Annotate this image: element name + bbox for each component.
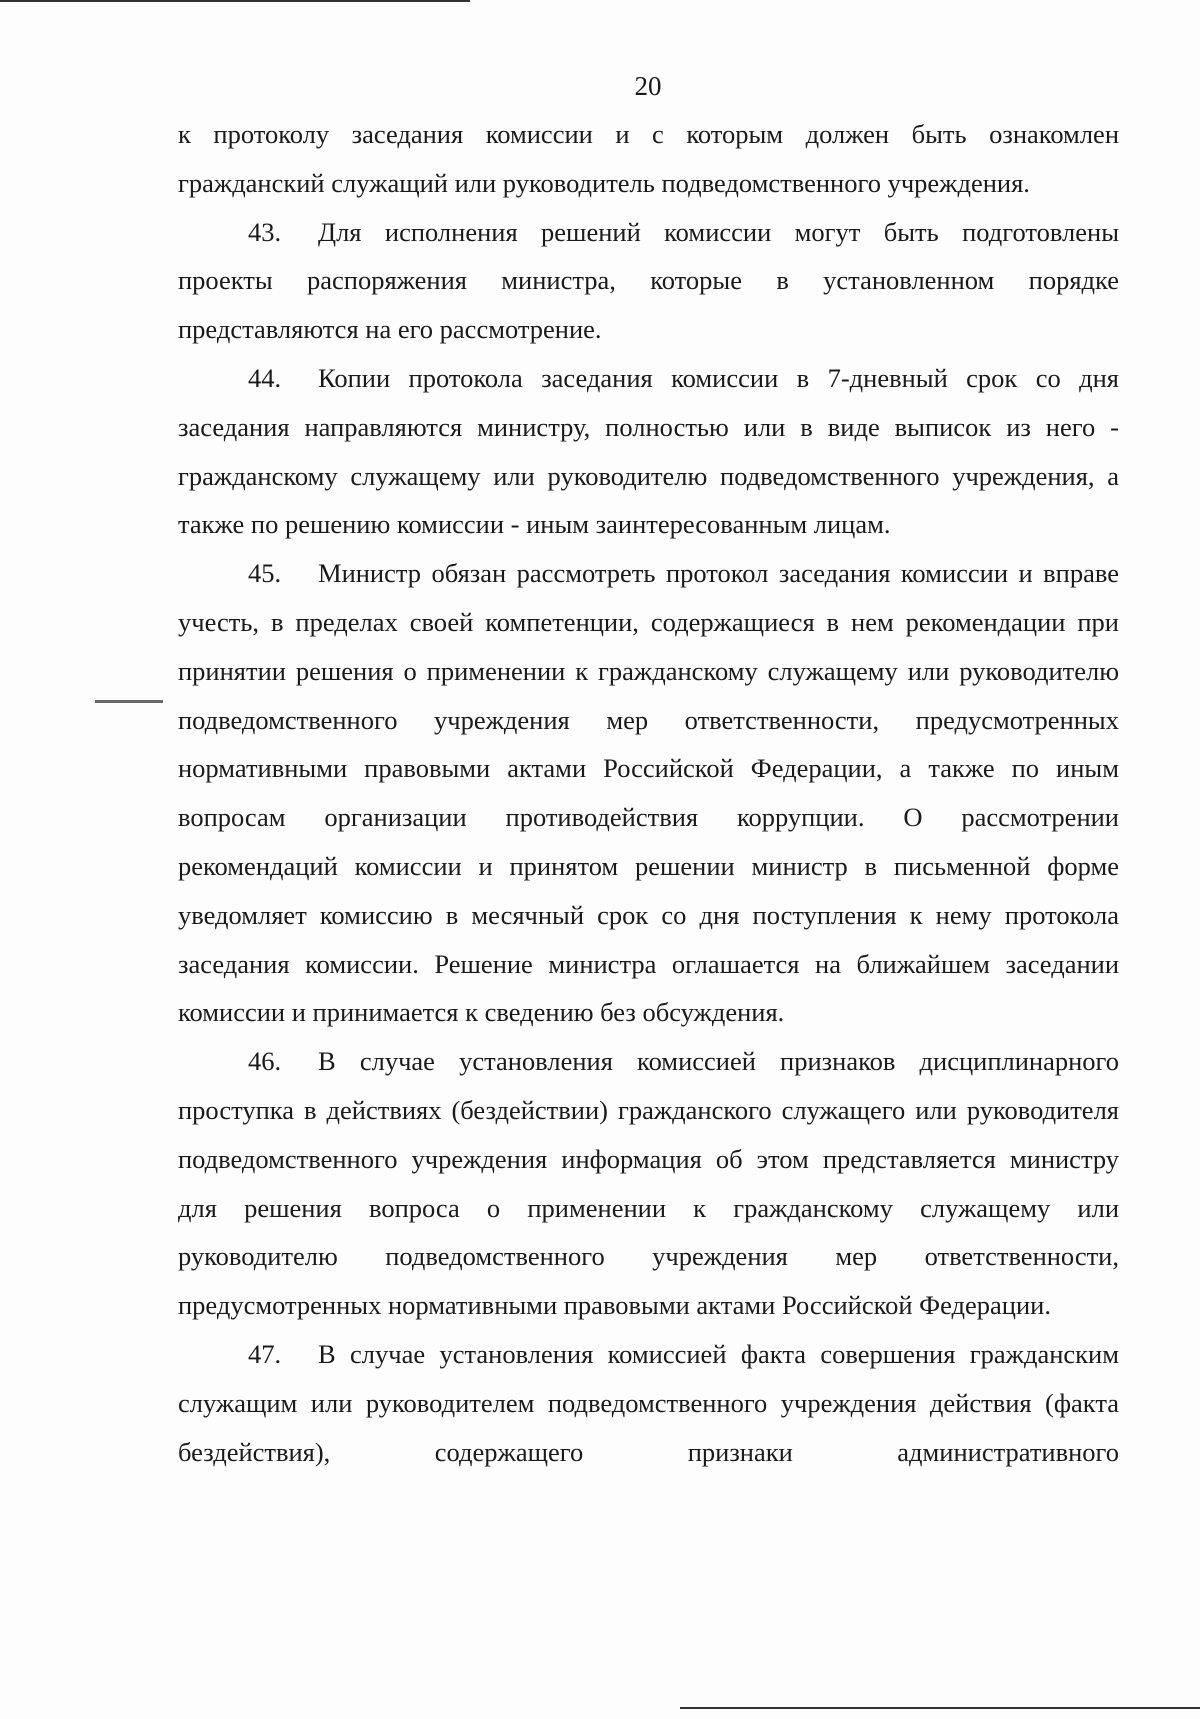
- paragraph-number: 44.: [248, 362, 282, 393]
- top-rule: [0, 0, 470, 2]
- bottom-rule: [680, 1707, 1200, 1709]
- paragraph-number: 45.: [248, 558, 282, 589]
- paragraph-46: [178, 1037, 1119, 1330]
- margin-mark: [95, 700, 163, 703]
- paragraph-44: [178, 354, 1119, 549]
- paragraph-text: Министр обязан рассмотреть протокол заседания комиссии и вправе учесть, в пределах своей компетенции, содержащиеся в нем рекомендации при принятии решения о применении к гражданскому служащему или руководителю подведомственного учреждения мер ответственности, предусмотренных нормативными правовыми актами Российской Федерации, а также по иным вопросам организации противодействия коррупции. О рассмотрении рекомендаций комиссии и принятом решении министр в письменной форме уведомляет комиссию в месячный срок со дня поступления к нему протокола заседания комиссии. Решение министра оглашается на ближайшем заседании комиссии и принимается к сведению без обсуждения.: [178, 558, 1119, 1028]
- paragraph-43: [178, 208, 1119, 354]
- document-body: [178, 110, 1119, 1476]
- paragraph-text: Для исполнения решений комиссии могут быть подготовлены проекты распоряжения министра, которые в установленном порядке представляются на его рассмотрение.: [178, 216, 1119, 345]
- paragraph-47: [178, 1330, 1119, 1476]
- paragraph-45: [178, 549, 1119, 1037]
- paragraph-number: 46.: [248, 1046, 282, 1077]
- paragraph-text: В случае установления комиссией факта совершения гражданским служащим или руководителем подведомственного учреждения действия (факта бездействия), содержащего признаки административного: [178, 1338, 1119, 1467]
- paragraph-number: 47.: [248, 1338, 282, 1369]
- paragraph-continuation: [178, 110, 1119, 208]
- paragraph-text: к протоколу заседания комиссии и с которым должен быть ознакомлен гражданский служащий или руководитель подведомственного учреждения.: [178, 119, 1119, 198]
- paragraph-number: 43.: [248, 216, 282, 247]
- paragraph-text: Копии протокола заседания комиссии в 7-дневный срок со дня заседания направляются министру, полностью или в виде выписок из него - гражданскому служащему или руководителю подведомственного учреждения, а также по решению комиссии - иным заинтересованным лицам.: [178, 362, 1119, 540]
- paragraph-text: В случае установления комиссией признаков дисциплинарного проступка в действиях (бездействии) гражданского служащего или руководителя подведомственного учреждения информация об этом представляется министру для решения вопроса о применении к гражданскому служащему или руководителю подведомственного учреждения мер ответственности, предусмотренных нормативными правовыми актами Российской Федерации.: [178, 1046, 1119, 1321]
- page-number: 20: [634, 71, 662, 101]
